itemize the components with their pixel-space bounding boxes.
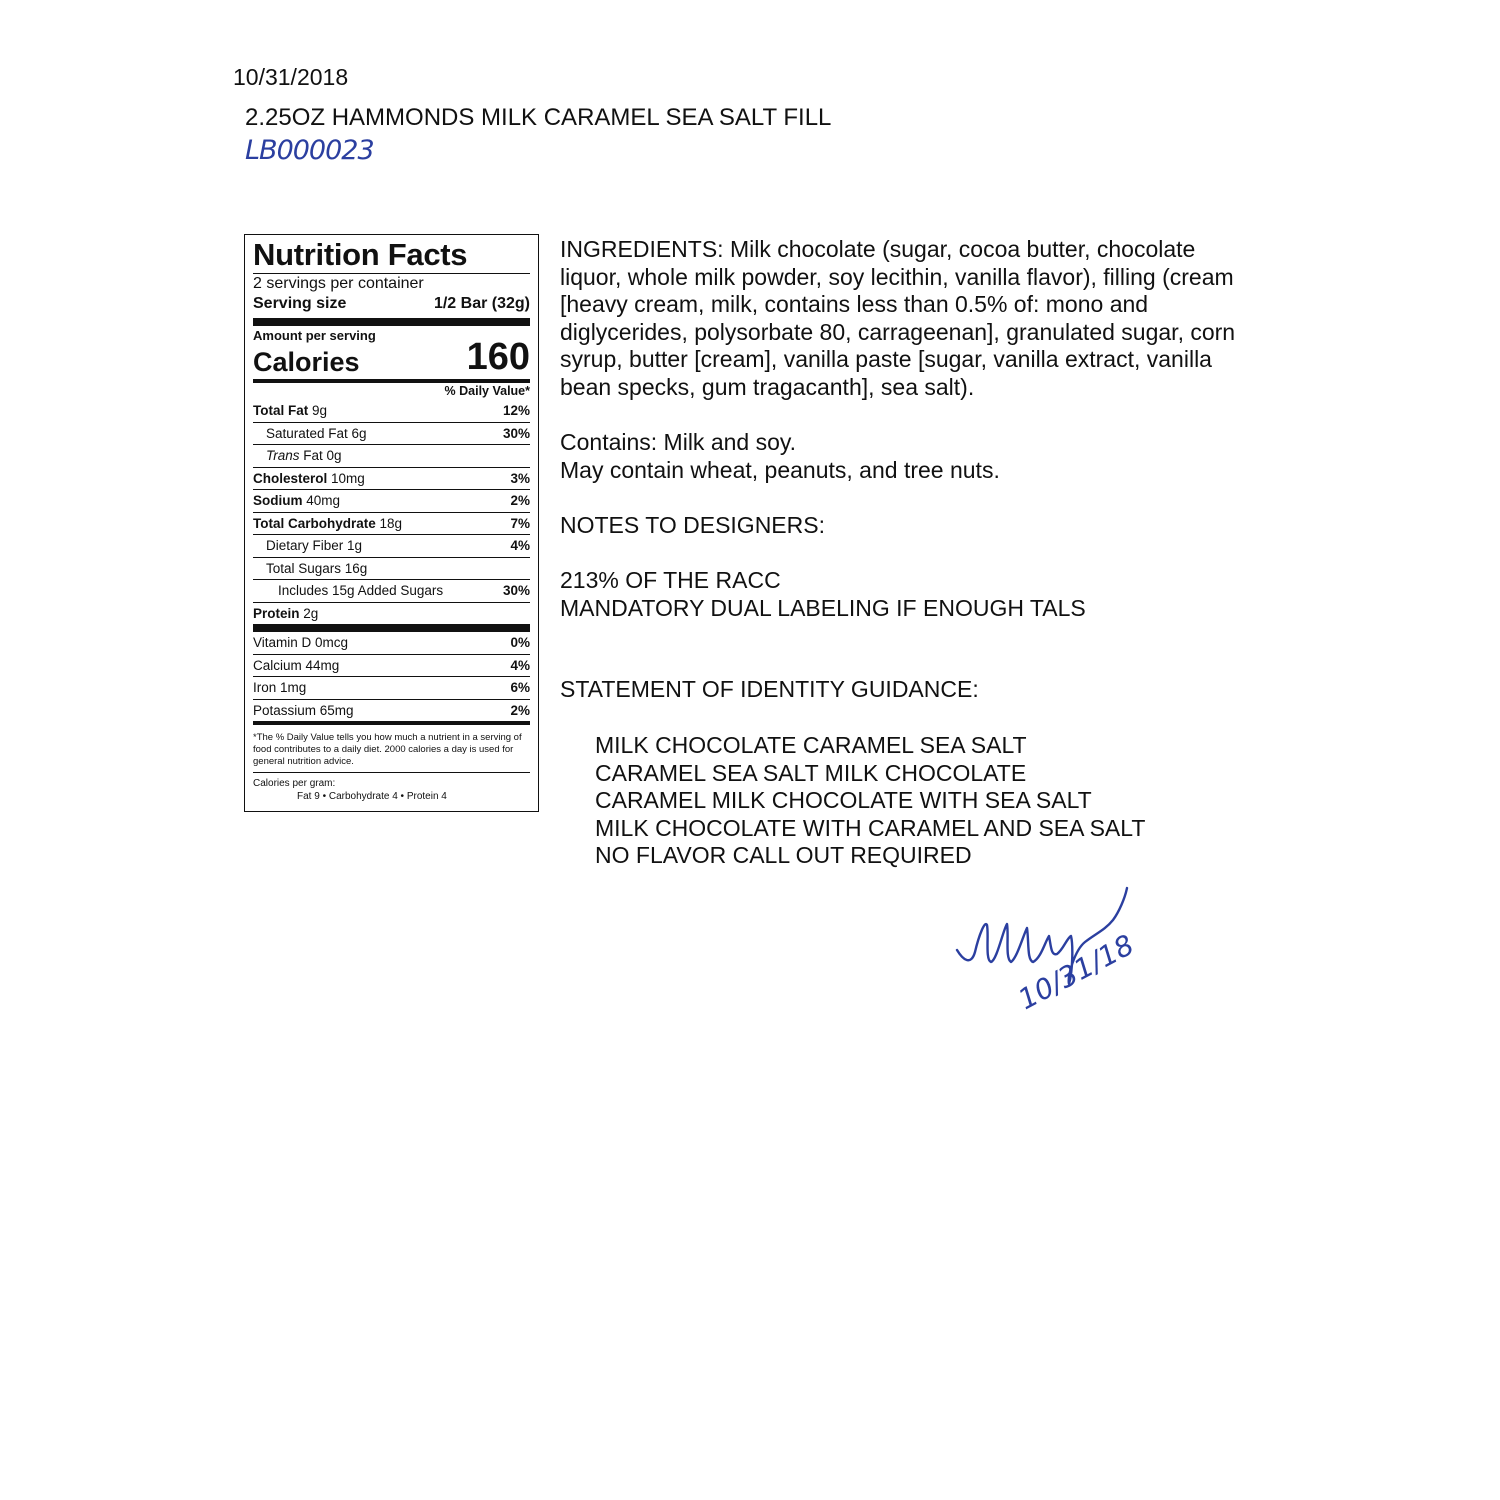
calories-value: 160 [466,336,530,378]
ingredients-statement: INGREDIENTS: Milk chocolate (sugar, cocoa butter, chocolate liquor, whole milk powder, soy lecithin, vanilla flavor), filling (cream [heavy cream, milk, contains less than 0.5% of: mono and diglycerides, polysorbate 80, carrageenan], granulated sugar, corn syrup, butter [cream], vanilla paste [sugar, vanilla extract, vanilla bean specks, gum tragacanth], sea salt). [560,236,1236,400]
notes-heading: NOTES TO DESIGNERS: [560,512,825,538]
vitamin-percent: 4% [510,657,530,673]
nutrient-label: Includes 15g Added Sugars [278,583,444,598]
vitamin-rows [253,632,530,721]
nutrient-label: Saturated Fat 6g [266,425,367,441]
nutrient-percent: 2% [510,493,530,508]
nutrient-label: Cholesterol 10mg [253,470,365,486]
vitamin-row [253,654,530,677]
calories-per-gram-values: Fat 9 • Carbohydrate 4 • Protein 4 [297,791,447,802]
amount-per-serving: Amount per serving [253,328,376,343]
vitamin-label: Potassium 65mg [253,702,354,718]
soi-item: MILK CHOCOLATE CARAMEL SEA SALT [595,732,1027,758]
nutrient-row [253,467,530,490]
vitamin-row [253,699,530,722]
soi-item: NO FLAVOR CALL OUT REQUIRED [595,842,972,868]
product-title: 2.25OZ HAMMONDS MILK CARAMEL SEA SALT FILL [245,104,832,131]
vitamin-label: Vitamin D 0mcg [253,635,349,650]
vitamin-percent: 6% [510,680,530,695]
nutrient-label: Total Fat 9g [253,403,328,418]
nutrient-label: Trans Fat 0g [266,448,342,463]
note-item: MANDATORY DUAL LABELING IF ENOUGH TALS [560,594,1086,621]
may-contain-statement: May contain wheat, peanuts, and tree nuts. [560,456,1000,483]
soi-item: CARAMEL SEA SALT MILK CHOCOLATE [595,759,1027,786]
nutrient-percent: 3% [510,470,530,486]
nutrient-percent: 7% [510,515,530,531]
serving-size-value: 1/2 Bar (32g) [433,295,530,312]
nutrient-row [253,579,530,602]
nutrient-label: Sodium 40mg [253,493,341,508]
calories-per-gram [253,773,530,803]
nutrient-percent: 4% [510,538,530,553]
nutrient-percent: 30% [502,425,530,441]
handwritten-code: LB000023 [245,135,374,166]
vitamin-row [253,632,530,654]
nutrient-row [253,534,530,557]
document-date: 10/31/2018 [233,64,349,90]
handwritten-signature [945,880,1155,1030]
soi-item: CARAMEL MILK CHOCOLATE WITH SEA SALT [595,787,1092,813]
daily-value-header: % Daily Value* [444,384,530,398]
soi-item: MILK CHOCOLATE WITH CARAMEL AND SEA SALT [595,814,1146,841]
contains-statement: Contains: Milk and soy. [560,429,797,455]
serving-size-row [253,294,530,318]
servings-per-container: 2 servings per container [253,275,424,292]
daily-value-footnote: *The % Daily Value tells you how much a nutrient in a serving of food contributes to a daily diet. 2000 calories a day is used for general nutrition advice. [253,732,522,767]
calories-label: Calories [253,347,360,377]
calories-per-gram-label: Calories per gram: [253,778,336,789]
signature-date: 10/31/18 [1012,928,1140,1017]
nutrient-row [253,512,530,535]
nutrition-title: Nutrition Facts [253,237,468,272]
soi-list [595,732,1145,870]
nutrient-label: Total Carbohydrate 18g [253,515,403,531]
vitamin-percent: 0% [510,635,530,650]
notes-list [560,567,1086,622]
nutrient-label: Total Sugars 16g [266,560,368,576]
nutrient-label: Dietary Fiber 1g [266,538,363,553]
calories-row [253,337,530,379]
nutrient-row [253,444,530,467]
nutrient-percent: 30% [502,583,530,598]
vitamin-percent: 2% [510,702,530,718]
nutrient-row [253,400,530,422]
vitamin-label: Calcium 44mg [253,657,340,673]
nutrient-label: Protein 2g [253,605,319,621]
allergen-block [560,429,1260,484]
nutrient-row [253,489,530,512]
nutrient-rows [253,400,530,624]
nutrient-row [253,602,530,625]
serving-size-label: Serving size [253,295,347,312]
soi-heading: STATEMENT OF IDENTITY GUIDANCE: [560,676,979,702]
vitamin-row [253,676,530,699]
vitamin-label: Iron 1mg [253,680,307,695]
nutrition-facts-panel [244,234,539,812]
nutrient-row [253,557,530,580]
note-item: 213% OF THE RACC [560,567,781,593]
nutrient-row [253,422,530,445]
nutrient-percent: 12% [502,403,530,418]
